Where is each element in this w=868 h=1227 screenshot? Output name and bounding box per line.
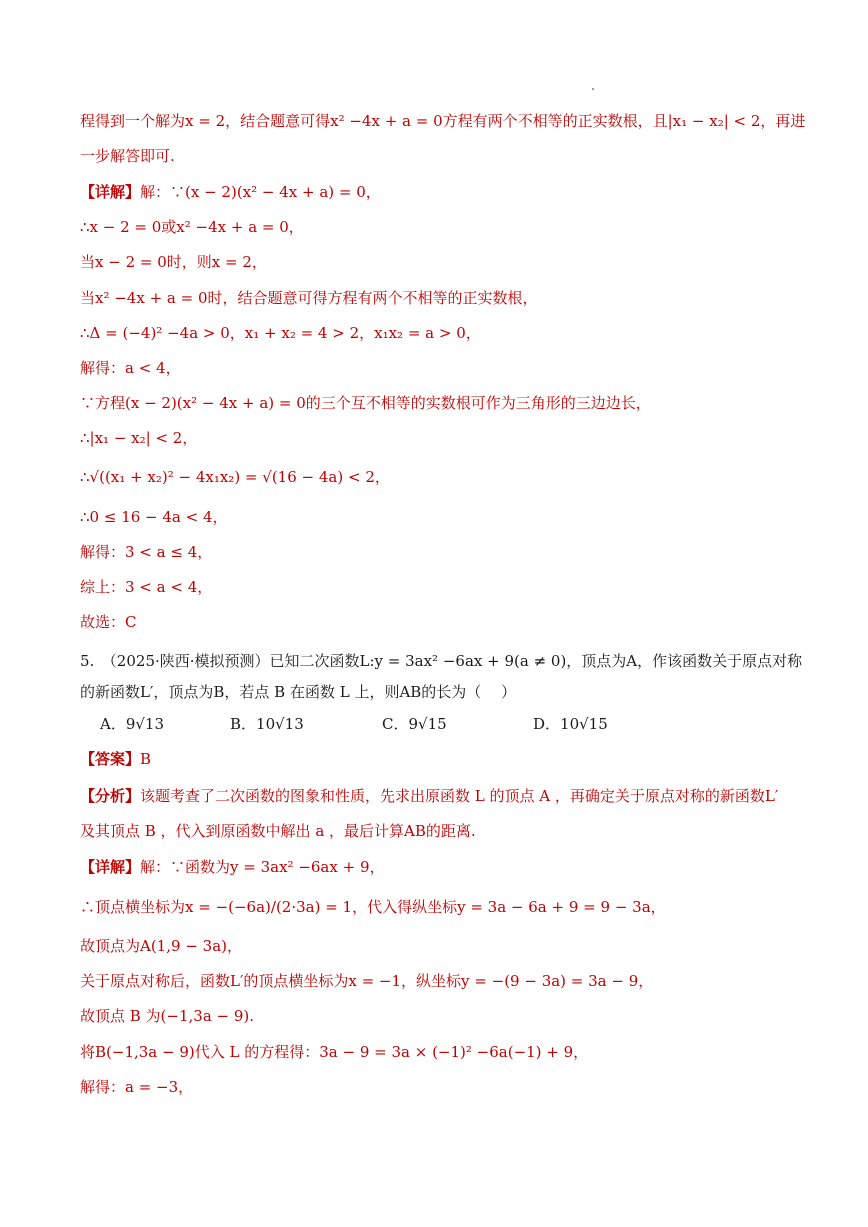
detail-line [80,856,808,878]
text-line: ∵方程(x − 2)(x² − 4x + a) = 0的三个互不相等的实数根可作为三角形的三边边长， [80,394,651,412]
text-line: ∴0 ≤ 16 − 4a < 4， [80,508,228,526]
detail-line [80,181,808,203]
detail-tag: 【详解】 [80,858,141,876]
text-line: ∴Δ = (−4)² −4a > 0，x₁ + x₂ = 4 > 2，x₁x₂ = a > 0， [80,324,481,342]
text-line: 关于原点对称后，函数L′的顶点横坐标为x = −1，纵坐标y = −(9 − 3a) = 3a − 9， [80,972,654,990]
text-line: 当x − 2 = 0时，则x = 2， [80,253,267,271]
detail-text: 解：∵函数为y = 3ax² −6ax + 9， [140,858,385,876]
analysis-line [80,785,808,807]
analysis-tag: 【分析】 [80,787,141,805]
text-line: 当x² −4x + a = 0时，结合题意可得方程有两个不相等的正实数根， [80,289,538,307]
text-line: 故选：C [80,613,137,631]
text-line: 解得：3 < a ≤ 4， [80,543,213,561]
text-line: 一步解答即可. [80,147,175,165]
answer-value: B [140,750,152,768]
text-line: 程得到一个解为x = 2，结合题意可得x² −4x + a = 0方程有两个不相等的正实数根，且|x₁ − x₂| < 2，再进 [80,112,806,130]
question-5-line-2: 的新函数L′，顶点为B，若点 B 在函数 L 上，则AB的长为（ ） [80,683,517,701]
text-line: 解得：a = −3， [80,1078,194,1096]
text-line: 解得：a < 4， [80,359,181,377]
text-line: 故顶点为A(1,9 − 3a)， [80,937,242,955]
text-line: 综上：3 < a < 4， [80,578,213,596]
option-c: C．9√15 [382,715,447,733]
text-line: ∴x − 2 = 0或x² −4x + a = 0， [80,218,304,236]
text-line: 将B(−1,3a − 9)代入 L 的方程得：3a − 9 = 3a × (−1)² −6a(−1) + 9， [80,1043,589,1061]
option-a: A．9√13 [100,715,165,733]
text-line: ∴√((x₁ + x₂)² − 4x₁x₂) = √(16 − 4a) < 2， [80,468,390,486]
text-line: ∴|x₁ − x₂| < 2， [80,429,198,447]
question-5-options [100,713,800,737]
option-d: D．10√15 [533,715,608,733]
answer-tag: 【答案】 [80,750,141,768]
text-line: ∴顶点横坐标为x = −(−6a)/(2·3a) = 1，代入得纵坐标y = 3a − 6a + 9 = 9 − 3a， [80,898,666,916]
scan-dot [592,88,594,90]
answer-line [80,748,808,770]
option-b: B．10√13 [230,715,304,733]
detail-text: 解：∵(x − 2)(x² − 4x + a) = 0， [140,183,381,201]
question-5-line-1: 5. （2025·陕西·模拟预测）已知二次函数L:y = 3ax² −6ax + 9(a ≠ 0)，顶点为A，作该函数关于原点对称 [80,652,803,670]
analysis-text: 该题考查了二次函数的图象和性质，先求出原函数 L 的顶点 A ，再确定关于原点对称的新函数L′ [140,787,779,805]
analysis-line-2: 及其顶点 B ，代入到原函数中解出 a ，最后计算AB的距离. [80,822,476,840]
text-line: 故顶点 B 为(−1,3a − 9). [80,1007,255,1025]
detail-tag: 【详解】 [80,183,141,201]
